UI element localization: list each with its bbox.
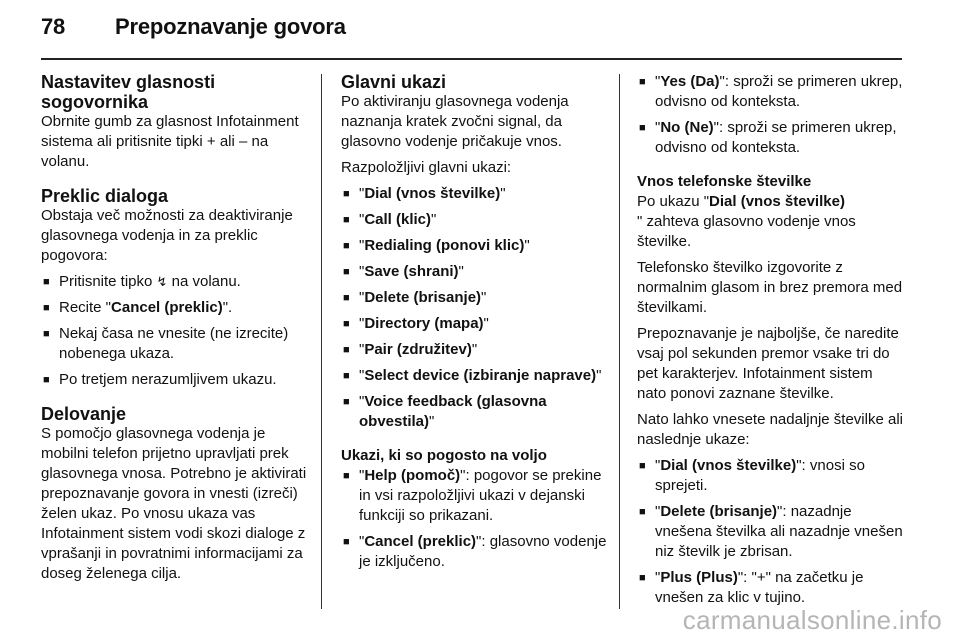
text: Pritisnite tipko xyxy=(59,273,157,290)
bullet-list xyxy=(341,466,611,572)
command: Save (shrani) xyxy=(364,263,459,280)
header-rule xyxy=(41,58,902,60)
section-heading: Delovanje xyxy=(41,404,127,424)
list-item xyxy=(41,298,309,318)
paragraph: Obstaja več možnosti za deaktiviranje glasovnega vodenja in za preklic pogovora: xyxy=(41,207,293,264)
text: ": vnosi so sprejeti. xyxy=(655,457,865,494)
bullet-list xyxy=(637,72,905,158)
command: Call (klic) xyxy=(364,211,432,228)
list-item: ■ "Dial (vnos številke)" xyxy=(341,184,611,204)
text: ": sproži se primeren ukrep, odvisno od konteksta. xyxy=(655,119,897,156)
column-middle xyxy=(341,72,611,572)
list-item: ■ "Redialing (ponovi klic)" xyxy=(341,236,611,256)
list-item: ■ "Save (shrani)" xyxy=(341,262,611,282)
subsection-heading: Vnos telefonske številke xyxy=(637,173,812,190)
text: ": pogovor se prekine in vsi razpoložljivi ukazi v dejanski funkciji so prikazani. xyxy=(359,467,602,524)
list-item: ■ "Call (klic)" xyxy=(341,210,611,230)
list-item: ■ "Help (pomoč)": pogovor se prekine in vsi razpoložljivi ukazi v dejanski funkciji so prikazani. xyxy=(341,466,611,526)
text: " zahteva glasovno vodenje vnos številke. xyxy=(637,213,856,250)
list-item xyxy=(41,272,309,292)
section-heading xyxy=(41,72,309,112)
bullet-list xyxy=(637,456,905,608)
paragraph: Po aktiviranju glasovnega vodenja naznanja kratek zvočni signal, da glasovno vodenje pričakuje vnos. xyxy=(341,93,569,150)
command: Cancel (preklic) xyxy=(364,533,477,550)
list-item: ■ "Plus (Plus)": "+" na začetku je vnešen za klic v tujino. xyxy=(637,568,905,608)
command: Pair (združitev) xyxy=(364,341,472,358)
command: Plus (Plus) xyxy=(660,569,738,586)
paragraph: Telefonsko številko izgovorite z normalnim glasom in brez premora med številkami. xyxy=(637,259,903,316)
command: Delete (brisanje) xyxy=(364,289,482,306)
page-header xyxy=(41,14,346,40)
command: Directory (mapa) xyxy=(364,315,484,332)
text: Recite " xyxy=(59,299,112,316)
column-divider xyxy=(321,74,322,609)
list-item: ■ "Delete (brisanje)" xyxy=(341,288,611,308)
paragraph: Prepoznavanje je najboljše, če naredite vsaj pol sekunden premor vsake tri do pet karakterjev. Infotainment sistem nato ponovi zaznane številke. xyxy=(637,325,899,402)
command: Select device (izbiranje naprave) xyxy=(364,367,597,384)
paragraph: Nato lahko vnesete nadaljnje številke ali naslednje ukaze: xyxy=(637,411,903,448)
watermark: carmanualsonline.info xyxy=(682,605,942,635)
list-item: ■ "Dial (vnos številke)": vnosi so sprejeti. xyxy=(637,456,905,496)
command: Delete (brisanje) xyxy=(660,503,778,520)
paragraph: Obrnite gumb za glasnost Infotainment sistema ali pritisnite tipki + ali – na volanu. xyxy=(41,113,299,170)
list-item: ■ "Cancel (preklic)": glasovno vodenje je izključeno. xyxy=(341,532,611,572)
list-item: ■ "Directory (mapa)" xyxy=(341,314,611,334)
command: Dial (vnos številke) xyxy=(364,185,501,202)
page-title: Prepoznavanje govora xyxy=(115,14,346,39)
text: ": nazadnje vnešena številka ali nazadnje vnešen niz številk je zbrisan. xyxy=(655,503,903,560)
subsection-heading: Ukazi, ki so pogosto na voljo xyxy=(341,447,547,464)
command-list xyxy=(341,184,611,432)
paragraph: S pomočjo glasovnega vodenja je mobilni telefon prijetno upravljati prek glasovnega vnosa. Potrebno je aktivirati prepoznavanje govora in vnesti (izreči) želen ukaz. Po vnosu ukaza vas Infotainment sistem vodi skozi dialoge z vprašanji in povratnimi informacijami za doseg želenega cilja. xyxy=(41,425,307,582)
paragraph: Razpoložljivi glavni ukazi: xyxy=(341,159,512,176)
heading-line: sogovornika xyxy=(41,92,149,112)
text: ": "+" na začetku je vnešen za klic v tujino. xyxy=(655,569,864,606)
command: Dial (vnos številke) xyxy=(709,193,845,210)
page-number: 78 xyxy=(41,14,66,39)
section-heading: Preklic dialoga xyxy=(41,186,169,206)
hang-up-icon: ↯ xyxy=(156,274,168,289)
command: Voice feedback (glasovna obvestila) xyxy=(359,393,547,430)
column-left xyxy=(41,72,309,584)
list-item: ■ "Pair (združitev)" xyxy=(341,340,611,360)
command: Redialing (ponovi klic) xyxy=(364,237,525,254)
list-item: ■ "Yes (Da)": sproži se primeren ukrep, odvisno od konteksta. xyxy=(637,72,905,112)
command: No (Ne) xyxy=(660,119,714,136)
list-item: ■ "No (Ne)": sproži se primeren ukrep, odvisno od konteksta. xyxy=(637,118,905,158)
text: Po ukazu " xyxy=(637,193,710,210)
command: Cancel (preklic) xyxy=(111,299,223,316)
text: na volanu. xyxy=(167,273,241,290)
text: ": sproži se primeren ukrep, odvisno od konteksta. xyxy=(655,73,903,110)
text: ". xyxy=(222,299,233,316)
command: Help (pomoč) xyxy=(364,467,461,484)
text: ": glasovno vodenje je izključeno. xyxy=(359,533,607,570)
column-right xyxy=(637,72,905,608)
list-item: ■ "Select device (izbiranje naprave)" xyxy=(341,366,611,386)
section-heading: Glavni ukazi xyxy=(341,72,447,92)
list-item: ■ Nekaj časa ne vnesite (ne izrecite) nobenega ukaza. xyxy=(41,324,309,364)
heading-line: Nastavitev glasnosti xyxy=(41,72,216,92)
command: Yes (Da) xyxy=(660,73,720,90)
command: Dial (vnos številke) xyxy=(660,457,797,474)
bullet-list xyxy=(41,272,309,390)
list-item: ■ "Delete (brisanje)": nazadnje vnešena številka ali nazadnje vnešen niz številk je zbrisan. xyxy=(637,502,905,562)
list-item: ■ "Voice feedback (glasovna obvestila)" xyxy=(341,392,611,432)
paragraph xyxy=(637,192,905,252)
column-divider xyxy=(619,74,620,609)
list-item: ■ Po tretjem nerazumljivem ukazu. xyxy=(41,370,309,390)
